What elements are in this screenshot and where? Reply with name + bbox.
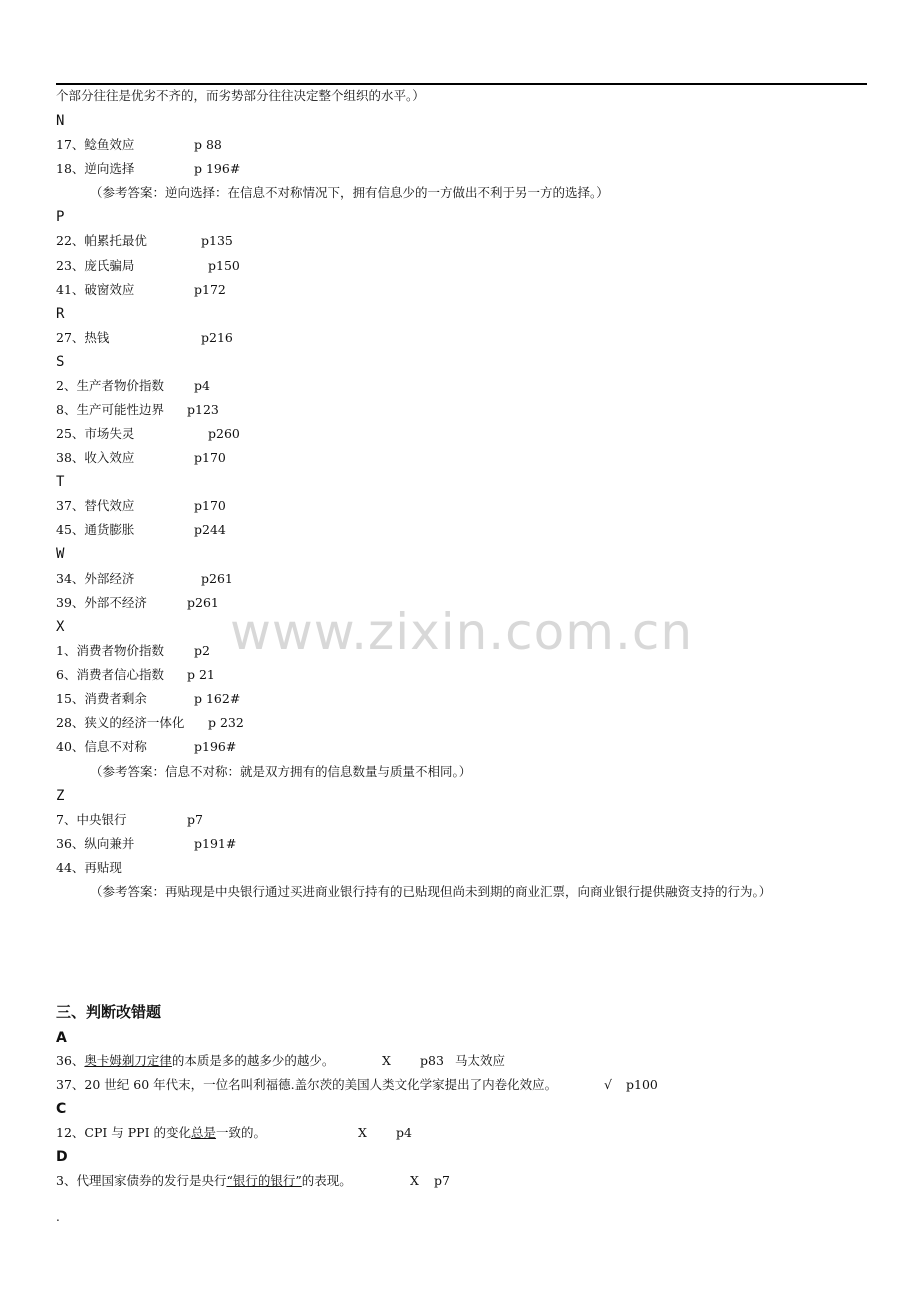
reference-answer: （参考答案：信息不对称：就是双方拥有的信息数量与质量不相同。） bbox=[90, 764, 472, 779]
letter-heading-p: P bbox=[56, 209, 65, 225]
letter-heading-n: N bbox=[56, 113, 65, 129]
list-item: 36、纵向兼并 p191# bbox=[56, 836, 237, 851]
list-item: 28、狭义的经济一体化 p 232 bbox=[56, 715, 244, 730]
list-item: 22、帕累托最优 p135 bbox=[56, 233, 233, 248]
list-item: 45、通货膨胀 p244 bbox=[56, 522, 226, 537]
list-item: 1、消费者物价指数 p2 bbox=[56, 643, 210, 658]
list-item: 15、消费者剩余 p 162# bbox=[56, 691, 241, 706]
list-item: 2、生产者物价指数 p4 bbox=[56, 378, 210, 393]
list-item: 18、逆向选择 p 196# bbox=[56, 161, 241, 176]
letter-heading-t: T bbox=[56, 474, 65, 490]
list-item: 23、庞氏骗局 p150 bbox=[56, 258, 240, 273]
list-item: 17、鲶鱼效应 p 88 bbox=[56, 137, 222, 152]
letter-heading-c: C bbox=[56, 1101, 67, 1117]
list-item: 25、市场失灵 p260 bbox=[56, 426, 240, 441]
letter-heading-x: X bbox=[56, 619, 65, 635]
list-item: 39、外部不经济 p261 bbox=[56, 595, 219, 610]
list-item: 41、破窗效应 p172 bbox=[56, 282, 226, 297]
question-12: 12、CPI 与 PPI 的变化总是一致的。 X p4 bbox=[56, 1125, 412, 1140]
letter-heading-s: S bbox=[56, 354, 65, 370]
list-item: 40、信息不对称 p196# bbox=[56, 739, 237, 754]
letter-heading-w: W bbox=[56, 546, 65, 562]
footer-dot: . bbox=[56, 1210, 60, 1224]
reference-answer: （参考答案：再贴现是中央银行通过买进商业银行持有的已贴现但尚未到期的商业汇票，向商业银行提供融资支持的行为。） bbox=[90, 884, 772, 899]
letter-heading-a: A bbox=[56, 1030, 67, 1046]
list-item: 37、替代效应 p170 bbox=[56, 498, 226, 513]
question-37: 37、20 世纪 60 年代末，一位名叫利福德.盖尔茨的美国人类文化学家提出了内卷化效应。 √ p100 bbox=[56, 1077, 658, 1092]
letter-heading-r: R bbox=[56, 306, 65, 322]
question-36: 36、奥卡姆剃刀定律的本质是多的越多少的越少。 X p83 马太效应 bbox=[56, 1053, 506, 1068]
list-item: 38、收入效应 p170 bbox=[56, 450, 226, 465]
section-title: 三、判断改错题 bbox=[56, 1003, 162, 1021]
list-item: 44、再贴现 bbox=[56, 860, 122, 875]
letter-heading-d: D bbox=[56, 1149, 68, 1165]
list-item: 6、消费者信心指数 p 21 bbox=[56, 667, 215, 682]
watermark: www.zixin.com.cn bbox=[230, 603, 694, 661]
letter-heading-z: Z bbox=[56, 788, 65, 804]
intro-line: 个部分往往是优劣不齐的，而劣势部分往往决定整个组织的水平。） bbox=[56, 88, 425, 103]
reference-answer: （参考答案：逆向选择：在信息不对称情况下，拥有信息少的一方做出不利于另一方的选择。） bbox=[90, 185, 609, 200]
list-item: 34、外部经济 p261 bbox=[56, 571, 233, 586]
list-item: 8、生产可能性边界 p123 bbox=[56, 402, 219, 417]
list-item: 27、热钱 p216 bbox=[56, 330, 233, 345]
header-rule bbox=[56, 83, 867, 85]
list-item: 7、中央银行 p7 bbox=[56, 812, 203, 827]
question-3: 3、代理国家债券的发行是央行“银行的银行”的表现。 X p7 bbox=[56, 1173, 450, 1188]
